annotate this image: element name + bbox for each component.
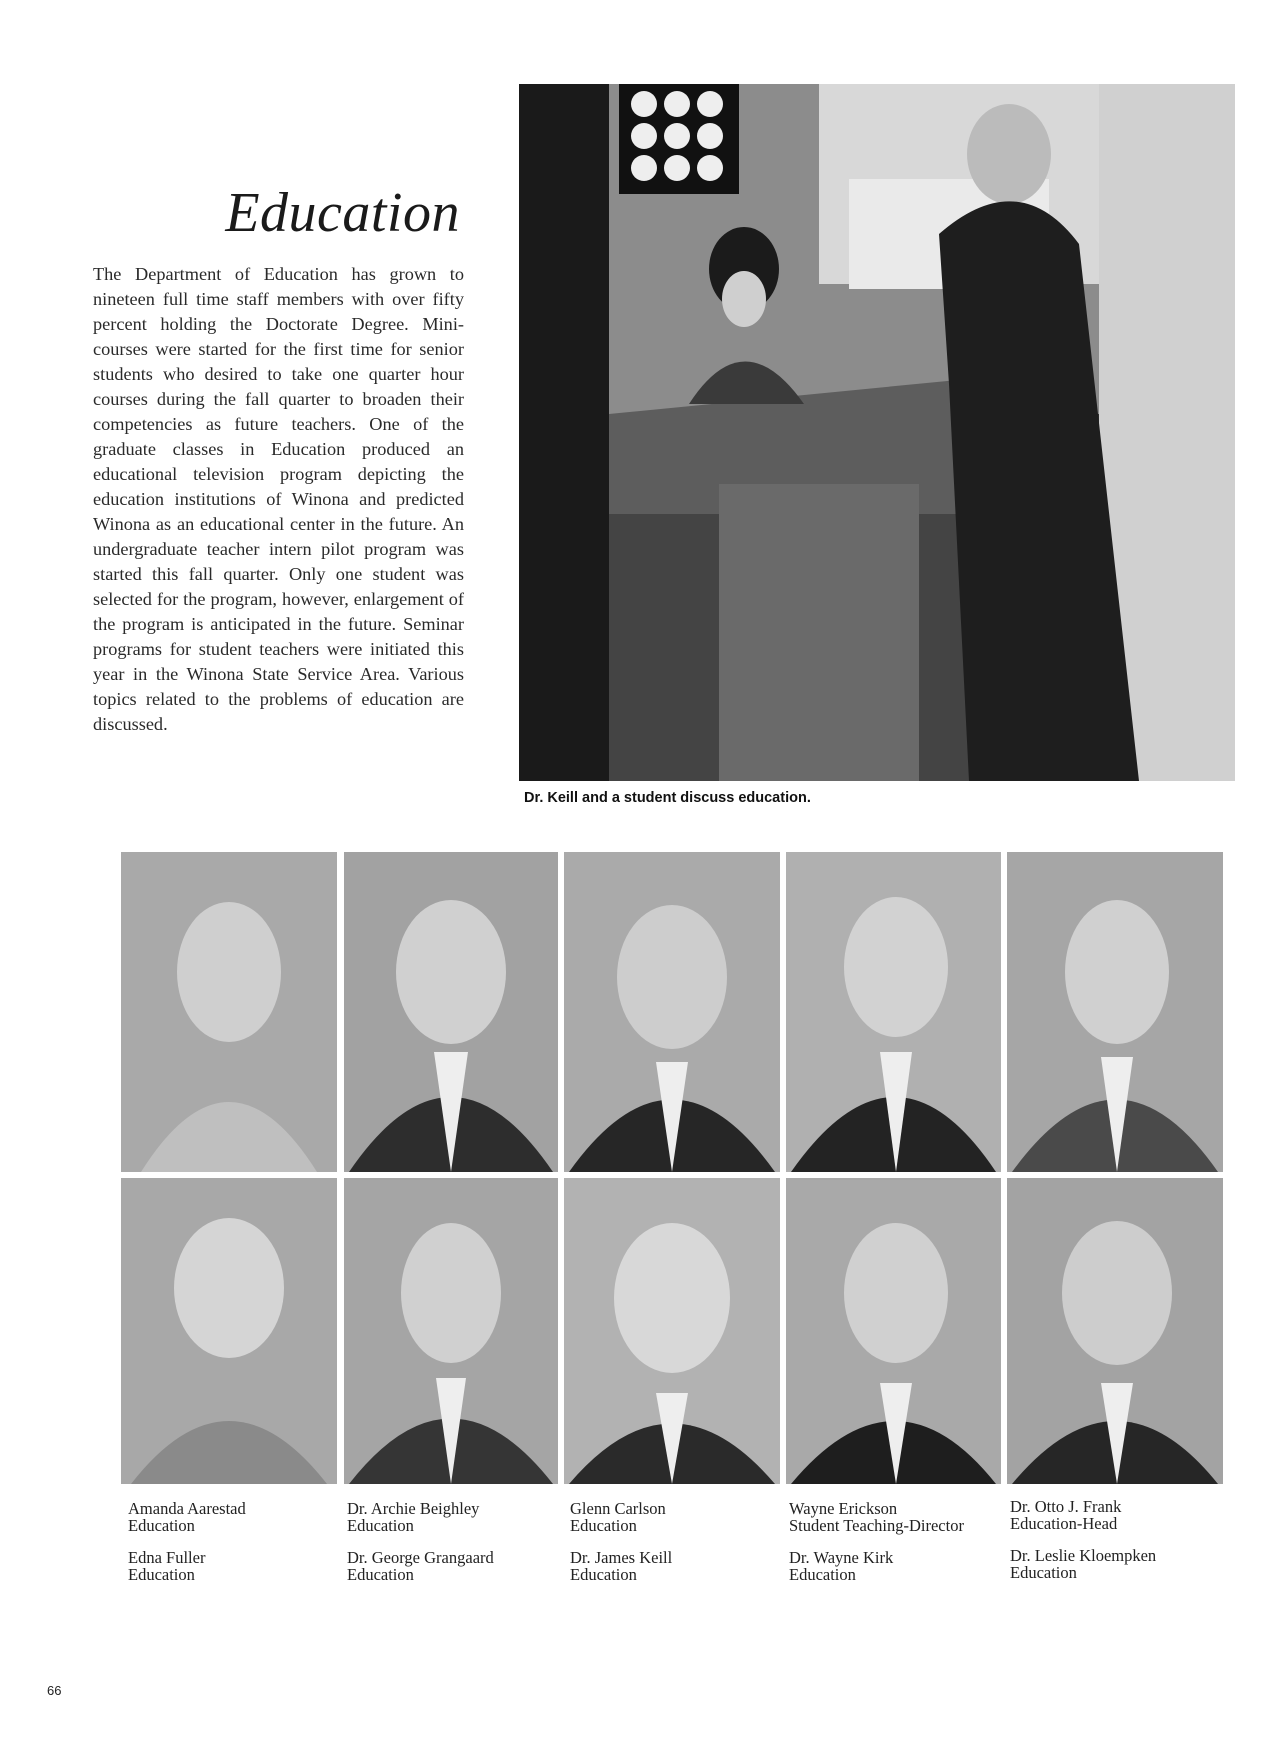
- faculty-name: Dr. Leslie Kloempken: [1010, 1546, 1157, 1565]
- faculty-dept: Education-Head: [1010, 1514, 1118, 1533]
- faculty-name: Edna Fuller: [128, 1548, 206, 1567]
- portrait-james-keill: [564, 1178, 780, 1484]
- faculty-label: [789, 1500, 964, 1534]
- portrait-wayne-kirk: [786, 1178, 1001, 1484]
- faculty-label: [128, 1500, 246, 1534]
- portrait-otto-frank: [1007, 852, 1223, 1172]
- page-number: 66: [47, 1683, 62, 1698]
- portrait-edna-fuller: [121, 1178, 337, 1484]
- photo-caption: Dr. Keill and a student discuss education.: [524, 790, 811, 806]
- faculty-dept: Education: [570, 1565, 637, 1584]
- portrait-glenn-carlson: [564, 852, 780, 1172]
- faculty-name: Dr. Otto J. Frank: [1010, 1497, 1122, 1516]
- portrait-archie-beighley: [344, 852, 558, 1172]
- faculty-name: Dr. Archie Beighley: [347, 1499, 480, 1518]
- faculty-name: Glenn Carlson: [570, 1499, 666, 1518]
- portrait-leslie-kloempken: [1007, 1178, 1223, 1484]
- faculty-dept: Student Teaching-Director: [789, 1516, 964, 1535]
- portrait-george-grangaard: [344, 1178, 558, 1484]
- faculty-dept: Education: [347, 1565, 414, 1584]
- faculty-label: [570, 1549, 672, 1583]
- faculty-dept: Education: [128, 1516, 195, 1535]
- faculty-name: Amanda Aarestad: [128, 1499, 246, 1518]
- faculty-dept: Education: [789, 1565, 856, 1584]
- faculty-dept: Education: [570, 1516, 637, 1535]
- faculty-label: [1010, 1547, 1156, 1581]
- faculty-label: [789, 1549, 893, 1583]
- page-title: Education: [225, 182, 460, 244]
- faculty-dept: Education: [1010, 1563, 1077, 1582]
- main-photo: [519, 84, 1235, 781]
- faculty-name: Dr. Wayne Kirk: [789, 1548, 894, 1567]
- faculty-label: [347, 1500, 479, 1534]
- faculty-dept: Education: [128, 1565, 195, 1584]
- faculty-name: Dr. George Grangaard: [347, 1548, 494, 1567]
- faculty-dept: Education: [347, 1516, 414, 1535]
- faculty-name: Wayne Erickson: [789, 1499, 898, 1518]
- portrait-wayne-erickson: [786, 852, 1001, 1172]
- faculty-label: [128, 1549, 205, 1583]
- faculty-label: [347, 1549, 494, 1583]
- faculty-label: [570, 1500, 666, 1534]
- intro-paragraph: The Department of Education has grown to nineteen full time staff members with over fifty percent holding the Doctorate Degree. Mini-courses were started for the first time for senior students who desired to take one quarter hour courses during the fall quarter to broaden their competencies as future teachers. One of the graduate classes in Education produced an educational television program depicting the education institutions of Winona and predicted Winona as an educational center in the future. An undergraduate teacher intern pilot program was started this fall quarter. Only one student was selected for the program, however, enlargement of the program is anticipated in the future. Seminar programs for student teachers were initiated this year in the Winona State Service Area. Various topics related to the problems of education are discussed.: [93, 264, 464, 734]
- faculty-label: [1010, 1498, 1121, 1532]
- faculty-name: Dr. James Keill: [570, 1548, 673, 1567]
- portrait-amanda-aarestad: [121, 852, 337, 1172]
